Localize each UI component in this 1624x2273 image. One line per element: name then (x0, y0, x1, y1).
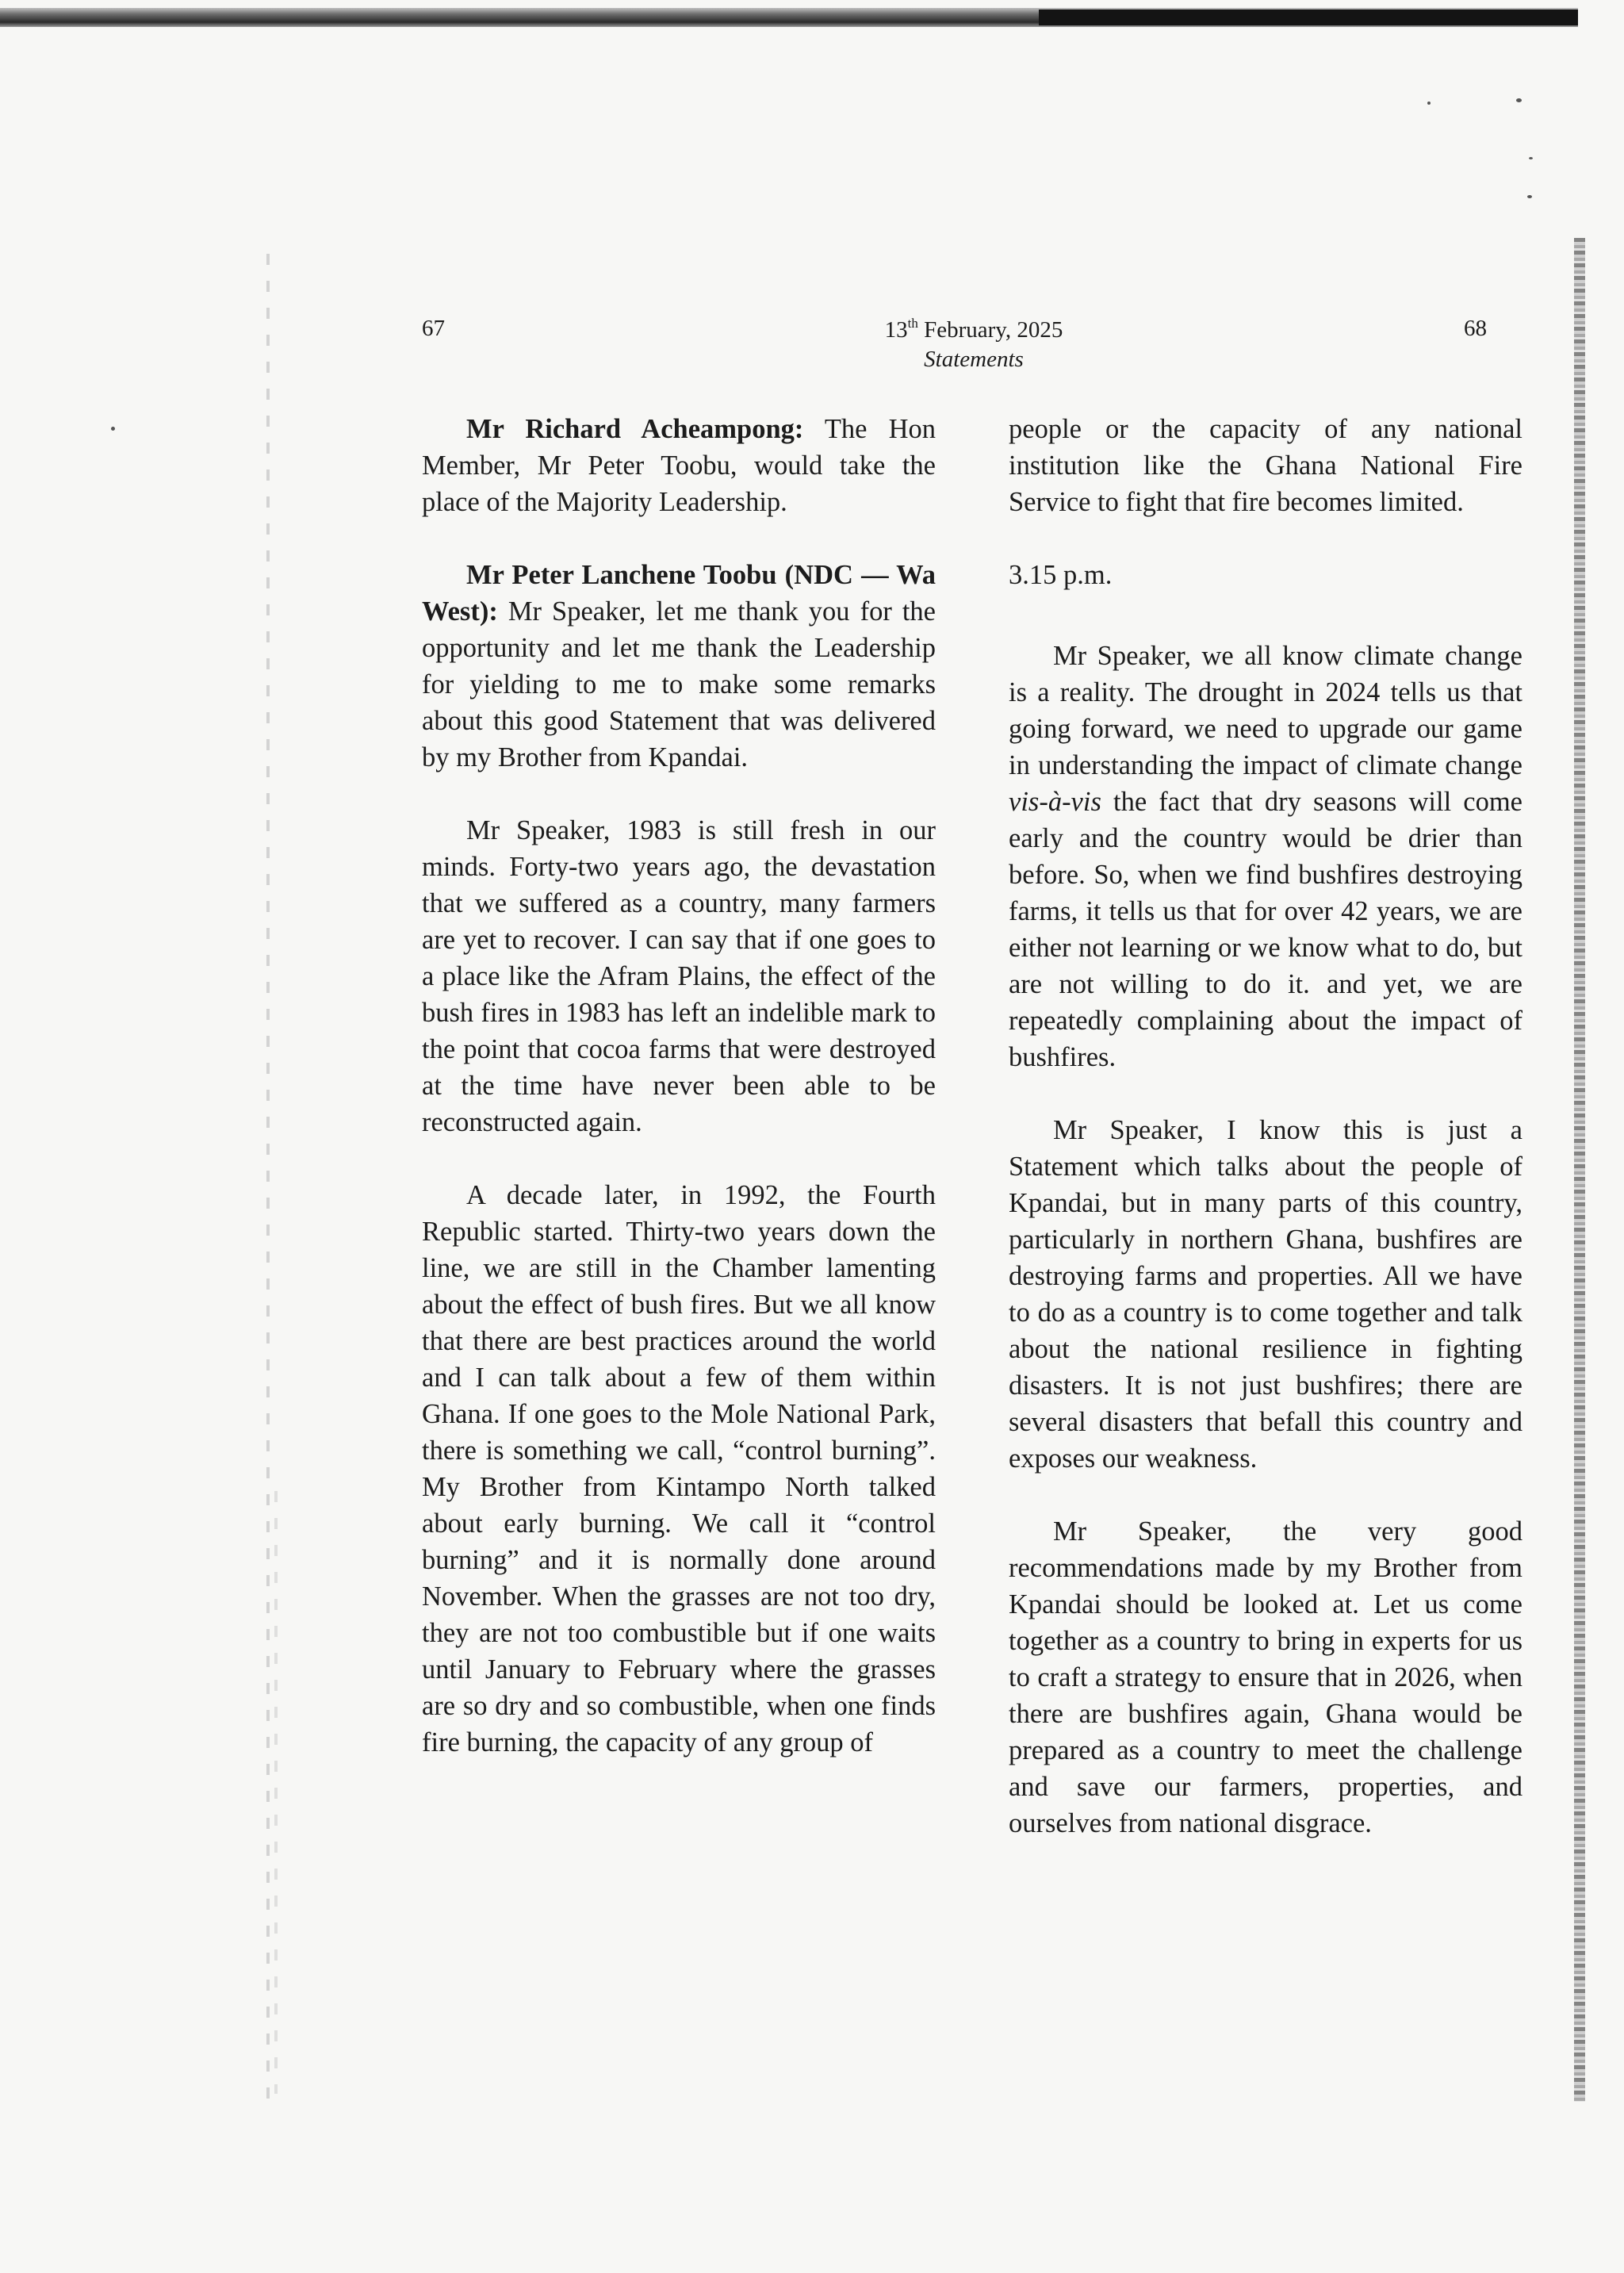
paragraph-acheampong: Mr Richard Acheampong: The Hon Member, Mr Peter Toobu, would take the place of the Majority Leadership. (422, 414, 936, 517)
page-number-left: 67 (422, 316, 445, 341)
scan-top-edge (0, 8, 1578, 27)
speaker-name: Mr Richard Acheampong: (466, 414, 804, 444)
speaker-name: Mr Peter Lanchene Toobu (NDC — Wa West): (422, 560, 936, 627)
page-header (0, 311, 1624, 390)
page-number-right: 68 (1464, 316, 1487, 341)
header-date: 13th February, 2025 (884, 316, 1063, 343)
paragraph-toobu-intro: Mr Peter Lanchene Toobu (NDC — Wa West): Mr Speaker, let me thank you for the opportunity and let me thank the Leadership for yielding to me to make some remarks about this good Statement that was delivered by my Brother from Kpandai. (422, 560, 936, 772)
scan-speck (111, 427, 115, 431)
scan-speck (1516, 98, 1522, 102)
scan-speck (1529, 157, 1533, 159)
paragraph-climate-change: Mr Speaker, we all know climate change is a reality. The drought in 2024 tells us that going forward, we need to upgrade our game in understanding the impact of climate change vis-à-vis the fact that dry seasons will come early and the country would be drier than before. So, when we find bushfires destroying farms, it tells us that for over 42 years, we are either not learning or we know what to do, but are not willing to do it. and yet, we are repeatedly complaining about the impact of bushfires. (1009, 641, 1522, 1072)
right-column (1009, 411, 1522, 1878)
time-stamp: 3.15 p.m. (1009, 560, 1113, 590)
header-section: Statements (924, 347, 1024, 372)
paragraph-recommendations: Mr Speaker, the very good recommendations made by my Brother from Kpandai should be looked at. Let us come together as a country to bring in experts for us to craft a strategy to ensure that in 2026, when there are bushfires again, Ghana would be prepared as a country to meet the challenge and save our farmers, properties, and ourselves from national disgrace. (1009, 1516, 1522, 1838)
paragraph-1992: A decade later, in 1992, the Fourth Republic started. Thirty-two years down the line, we are still in the Chamber lamenting about the effect of bush fires. But we all know that there are best practices around the world and I can talk about a few of them within Ghana. If one goes to the Mole National Park, there is something we call, “control burning”. My Brother from Kintampo North talked about early burning. We call it “control burning” and it is normally done around November. When the grasses are not too dry, they are not too combustible but if one waits until January to February where the grasses are so dry and so combustible, when one finds fire burning, the capacity of any group of (422, 1180, 936, 1757)
scan-left-edge (266, 254, 270, 2102)
paragraph-kpandai: Mr Speaker, I know this is just a Statement which talks about the people of Kpandai, but in many parts of this country, particularly in northern Ghana, bushfires are destroying farms and properties. All we have to do as a country is to come together and talk about the national resilience in fighting disasters. It is not just bushfires; there are several disasters that befall this country and exposes our weakness. (1009, 1115, 1522, 1474)
left-column (422, 411, 936, 1797)
scan-right-edge (1574, 238, 1585, 2102)
paragraph-1983: Mr Speaker, 1983 is still fresh in our minds. Forty-two years ago, the devastation that we suffered as a country, many farmers are yet to recover. I can say that if one goes to a place like the Afram Plains, the effect of the bush fires in 1983 has left an indelible mark to the point that cocoa farms that were destroyed at the time have never been able to be reconstructed again. (422, 815, 936, 1137)
paragraph-continuation: people or the capacity of any national institution like the Ghana National Fire Service to fight that fire becomes limited. (1009, 414, 1522, 517)
scan-speck (1427, 102, 1431, 105)
scan-speck (1527, 195, 1532, 198)
scan-left-edge-secondary (274, 1491, 278, 2094)
